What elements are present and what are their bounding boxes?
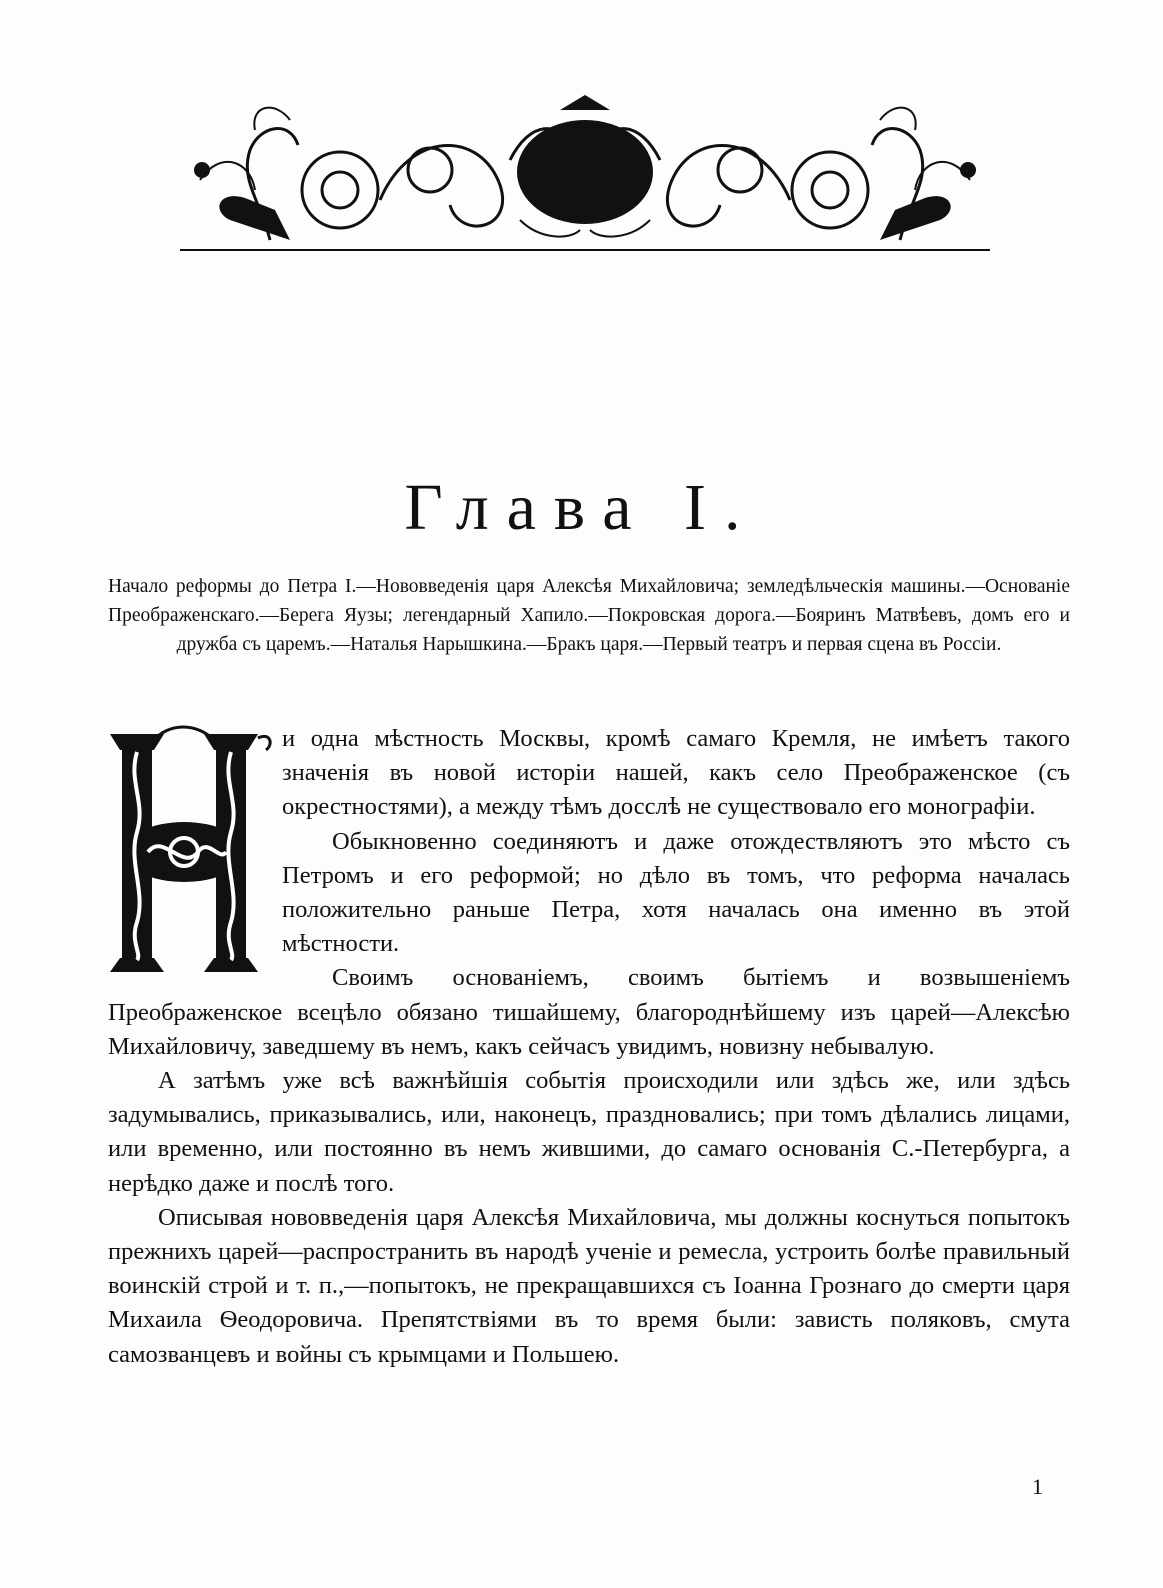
page-number: 1 — [1032, 1474, 1043, 1499]
chapter-summary: Начало реформы до Петра I.—Нововведенія царя Алексѣя Михайловича; земледѣльческія машины.—Основаніе Преображенскаго.—Берега Яузы; легендарный Хапило.—Покровская дорога.—Бояринъ Матвѣевъ, домъ его и дружба съ царемъ.—Наталья Нарышкина.—Бракъ царя.—Первый театръ и первая сцена въ Россіи. — [108, 576, 1070, 655]
paragraph-2: Обыкновенно соединяютъ и даже отождествляютъ это мѣсто съ Петромъ и его реформой; но дѣло въ томъ, что реформа началась положительно раньше Петра, хотя началась она именно въ этой мѣстности. — [282, 827, 1070, 958]
paragraph-3: Своимъ основаніемъ, своимъ бытіемъ и возвышеніемъ Преображенское всецѣло обязано тишайшему, благороднѣйшему изъ царей—Алексѣю Михайловичу, заведшему въ немъ, какъ сейчасъ увидимъ, новизну небывалую. — [108, 964, 1070, 1060]
paragraph-4: А затѣмъ уже всѣ важнѣйшія событія происходили или здѣсь же, или здѣсь задумывались, приказывались, или, наконецъ, праздновались; при томъ дѣлались лицами, или временно, или постоянно въ немъ жившими, до самаго основанія С.-Петербурга, а нерѣдко даже и послѣ того. — [108, 1067, 1070, 1197]
ornamental-headpiece — [180, 90, 990, 265]
ornamental-initial-letter — [108, 722, 276, 984]
paragraph-1: и одна мѣстность Москвы, кромѣ самаго Кремля, не имѣетъ такого значенія въ новой исторіи нашей, какъ село Преображенское (съ окрестностями), а между тѣмъ досслѣ не существовало его монографіи. — [282, 725, 1070, 821]
chapter-title: Глава I. — [404, 471, 759, 544]
paragraph-5: Описывая нововведенія царя Алексѣя Михайловича, мы должны коснуться попытокъ прежнихъ царей—распространить въ народѣ ученіе и ремесла, устроить болѣе правильный воинскій строй и т. п.,—попытокъ, не прекращавшихся съ Іоанна Грознаго до смерти царя Михаила Ѳеодоровича. Препятствіями въ то время были: зависть поляковъ, смута самозванцевъ и войны съ крымцами и Польшею. — [108, 1203, 1070, 1368]
body-text — [108, 722, 1070, 1372]
